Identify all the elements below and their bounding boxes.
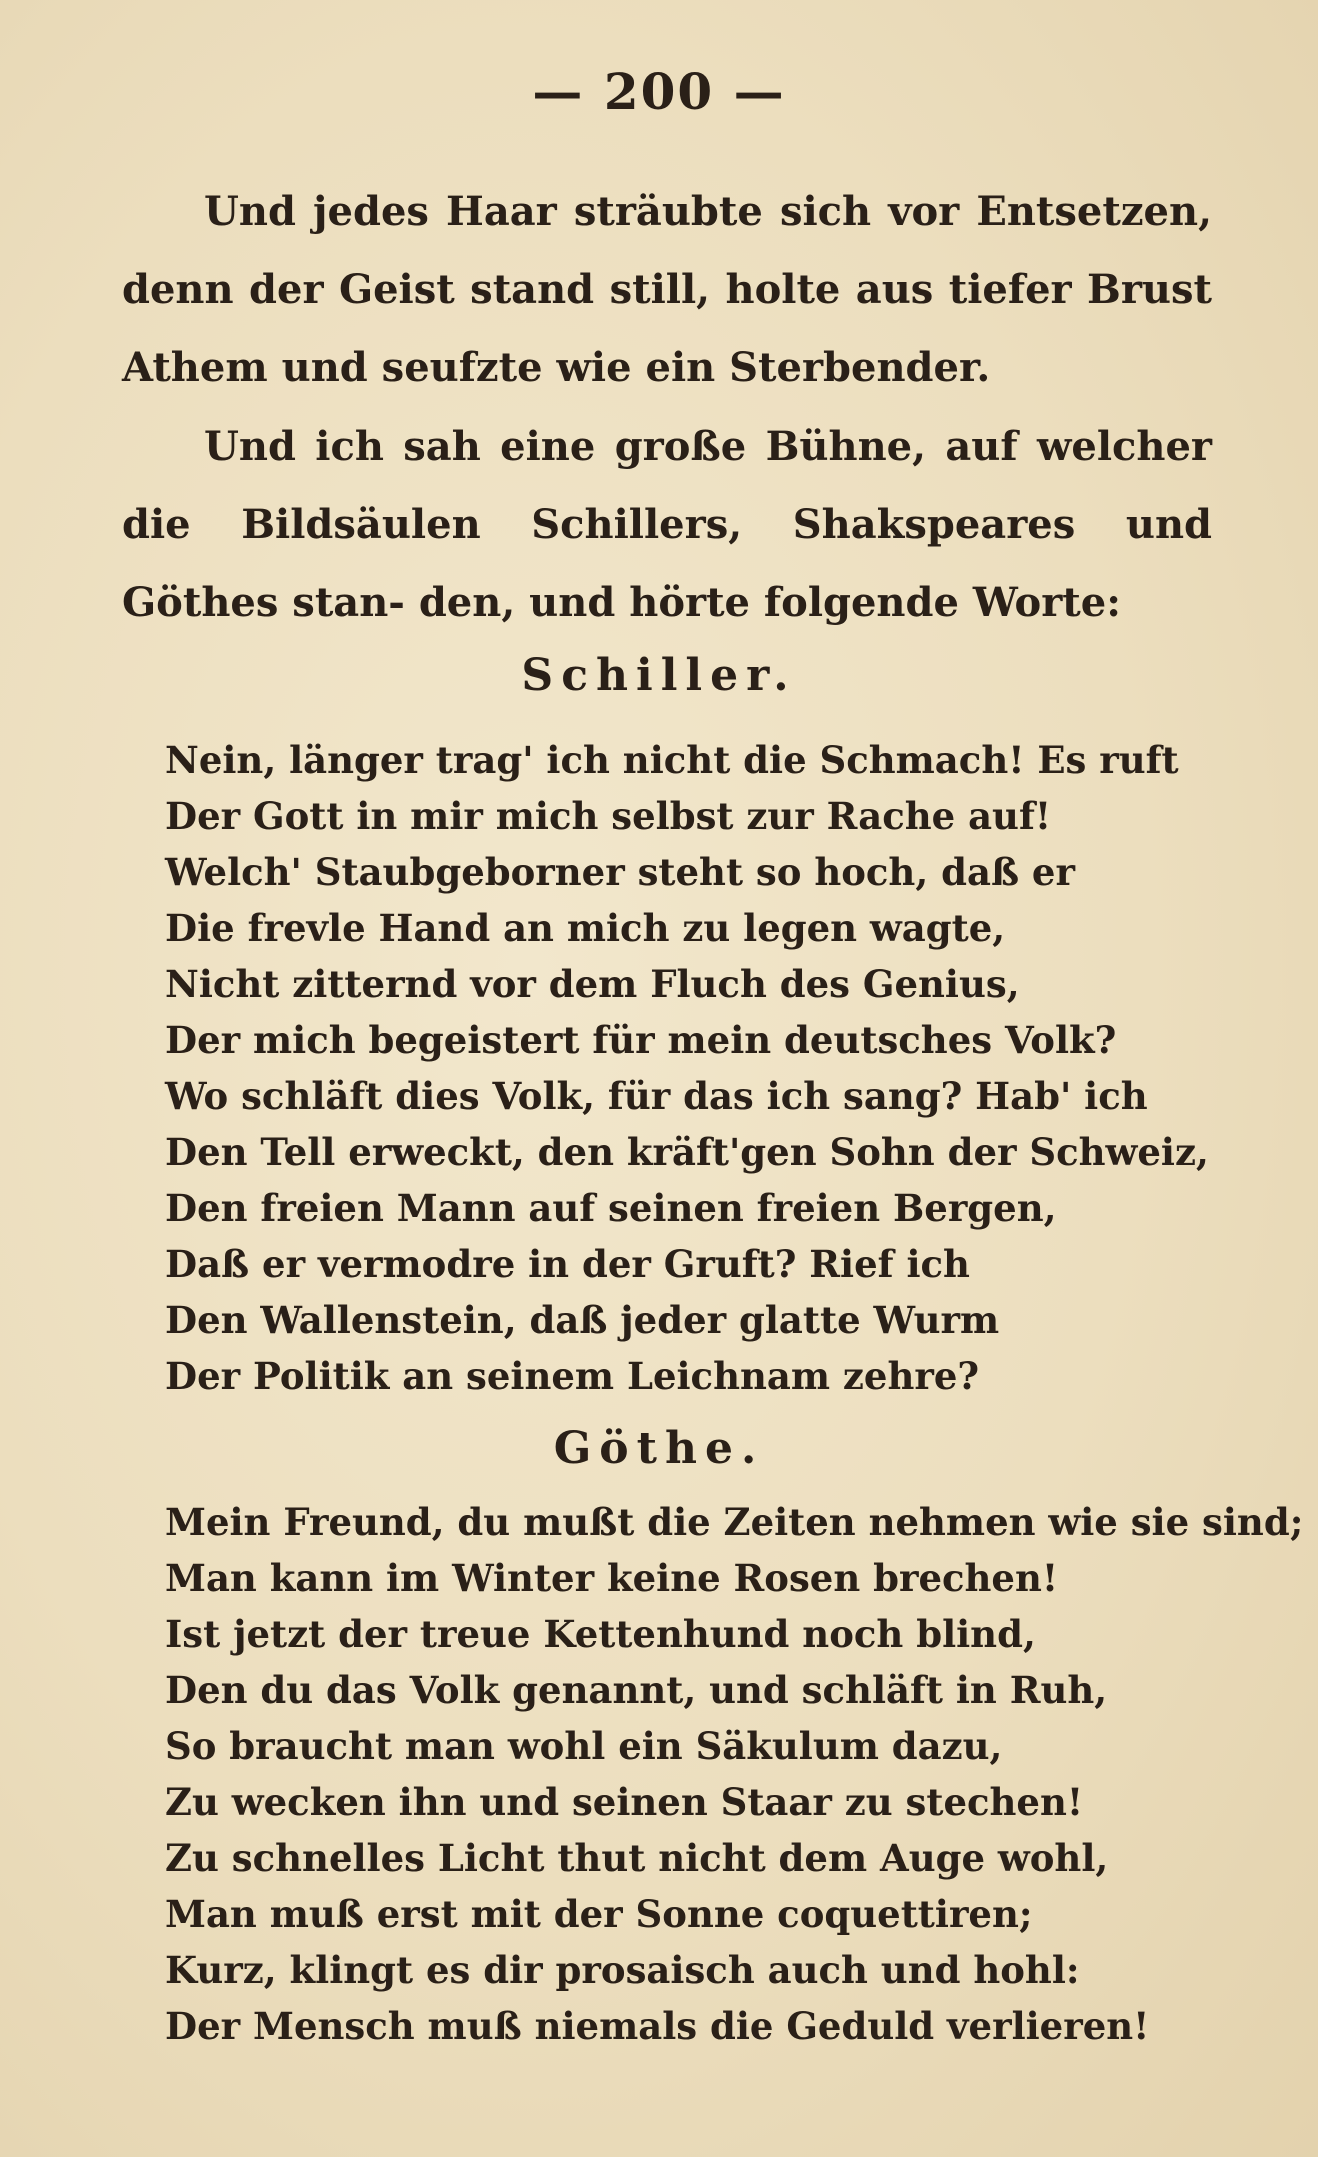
verse-block-goethe (165, 1494, 1304, 2054)
verse-line: Nicht zitternd vor dem Fluch des Genius, (165, 962, 1020, 1006)
verse-line: Mein Freund, du mußt die Zeiten nehmen wie sie sind; (165, 1500, 1304, 1544)
verse-line: Wo schläft dies Volk, für das ich sang? Hab' ich (165, 1074, 1148, 1118)
verse-line: Den Tell erweckt, den kräft'gen Sohn der Schweiz, (165, 1130, 1209, 1174)
verse-block-schiller (165, 732, 1225, 1404)
paragraph-text (122, 408, 1212, 642)
verse-line: Den Wallenstein, daß jeder glatte Wurm (165, 1298, 1000, 1342)
prose-line: und seufzte wie ein Sterbender. (281, 344, 991, 391)
verse-line: Zu wecken ihn und seinen Staar zu stechen! (165, 1780, 1084, 1824)
prose-paragraph-1 (122, 173, 1212, 407)
verse-line: Welch' Staubgeborner steht so hoch, daß er (165, 850, 1075, 894)
verse-line: Der mich begeistert für mein deutsches Volk? (165, 1018, 1117, 1062)
verse-line: Ist jetzt der treue Kettenhund noch blind, (165, 1612, 1036, 1656)
page-number: — 200 — (532, 62, 786, 121)
verse-line: Der Politik an seinem Leichnam zehre? (165, 1354, 980, 1398)
prose-line: Bildsäulen Schillers, Shakspeares und Göthes stan- (122, 501, 1212, 626)
verse-line: Zu schnelles Licht thut nicht dem Auge wohl, (165, 1836, 1109, 1880)
paragraph-text (122, 173, 1212, 407)
verse-line: Man muß erst mit der Sonne coquettiren; (165, 1892, 1033, 1936)
verse-line: Daß er vermodre in der Gruft? Rief ich (165, 1242, 970, 1286)
verse-line: Nein, länger trag' ich nicht die Schmach! Es ruft (165, 738, 1179, 782)
verse-line: Die frevle Hand an mich zu legen wagte, (165, 906, 1006, 950)
verse-line: Man kann im Winter keine Rosen brechen! (165, 1556, 1059, 1600)
verse-line: Den freien Mann auf seinen freien Bergen, (165, 1186, 1057, 1230)
speaker-heading-schiller: Schiller. (521, 650, 797, 701)
verse-line: Kurz, klingt es dir prosaisch auch und hohl: (165, 1948, 1080, 1992)
prose-line: den, und hörte folgende Worte: (418, 579, 1121, 626)
speaker-heading-goethe: Göthe. (553, 1423, 765, 1474)
prose-line: Und jedes Haar sträubte sich vor Entsetzen, denn (122, 188, 1212, 313)
prose-line: Und ich sah eine große Bühne, auf welcher die (122, 423, 1212, 548)
verse-line: Den du das Volk genannt, und schläft in Ruh, (165, 1668, 1108, 1712)
verse-line: So braucht man wohl ein Säkulum dazu, (165, 1724, 1003, 1768)
prose-paragraph-2 (122, 408, 1212, 642)
prose-line: der Geist stand still, holte aus tiefer Brust Athem (122, 266, 1212, 391)
verse-line: Der Mensch muß niemals die Geduld verlieren! (165, 2004, 1150, 2048)
verse-line: Der Gott in mir mich selbst zur Rache auf! (165, 794, 1052, 838)
